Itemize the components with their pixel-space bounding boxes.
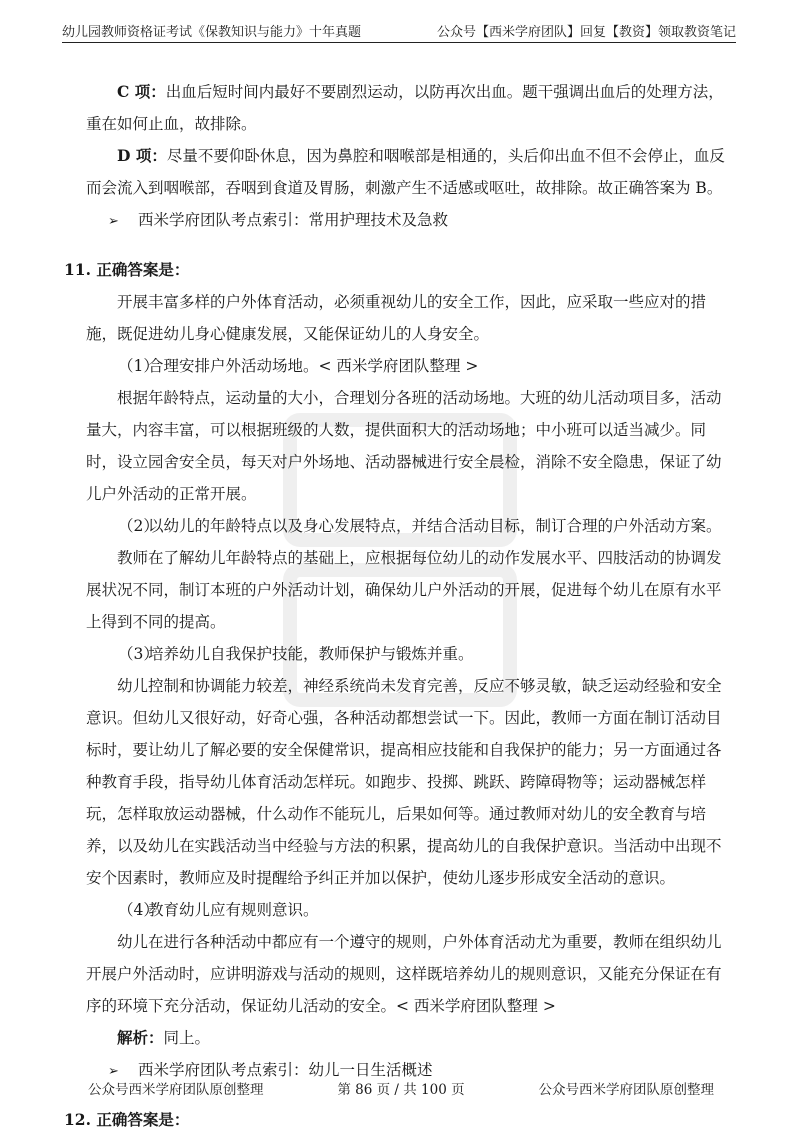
exam-point-text-1: 西米学府团队考点索引：常用护理技术及急救 xyxy=(138,211,449,229)
arrow-bullet-icon: ➢ xyxy=(108,1064,119,1079)
footer-left-text: 公众号西米学府团队原创整理 xyxy=(88,1082,264,1098)
exam-point-text-2: 西米学府团队考点索引：幼儿一日生活概述 xyxy=(138,1061,433,1079)
footer-right-text: 公众号西米学府团队原创整理 xyxy=(538,1082,714,1098)
list-marker-2: （2） xyxy=(118,517,159,535)
page-footer xyxy=(88,1078,714,1098)
header-divider xyxy=(62,42,736,43)
paragraph-venue: 根据年龄特点，运动量的大小，合理划分各班的活动场地。大班的幼儿活动项目多，活动量大，内容丰富，可以根据班级的人数，提供面积大的活动场地；中小班可以适当减少。同时，设立园舍安全员，每天对户外场地、活动器械进行安全晨检，消除不安全隐患，保证了幼儿户外活动的正常开展。 xyxy=(86,389,722,503)
list-marker-1: （1） xyxy=(118,357,159,375)
analysis-text: 同上。 xyxy=(163,1029,211,1047)
question-11-heading: 11. 正确答案是： xyxy=(64,260,190,279)
document-body xyxy=(64,76,730,1136)
page-header xyxy=(62,18,736,40)
paragraph-option-c xyxy=(86,76,730,140)
option-c-text: 出血后短时间内最好不要剧烈运动，以防再次出血。题干强调出血后的处理方法，重在如何止血，故排除。 xyxy=(86,83,724,133)
list-marker-4: （4） xyxy=(118,901,159,919)
list-item-2 xyxy=(86,510,730,542)
list-item-3 xyxy=(86,638,730,670)
list-item-4 xyxy=(86,894,730,926)
list-text-1: 合理安排户外活动场地。< 西米学府团队整理 > xyxy=(148,357,479,375)
header-left-text: 幼儿园教师资格证考试《保教知识与能力》十年真题 xyxy=(62,25,362,40)
option-d-text: 尽量不要仰卧休息，因为鼻腔和咽喉部是相通的，头后仰出血不但不会停止，血反而会流入到咽喉部，吞咽到食道及胃肠，刺激产生不适感或呕吐，故排除。故正确答案为 B。 xyxy=(86,147,725,197)
header-right-text: 公众号【西米学府团队】回复【教资】领取教资笔记 xyxy=(436,25,736,40)
paragraph-option-d xyxy=(86,140,730,204)
paragraph-intro: 开展丰富多样的户外体育活动，必须重视幼儿的安全工作，因此，应采取一些应对的措施，既促进幼儿身心健康发展，又能保证幼儿的人身安全。 xyxy=(86,293,707,343)
exam-point-index-1 xyxy=(86,204,730,238)
analysis-line xyxy=(86,1022,730,1054)
list-text-4: 教育幼儿应有规则意识。 xyxy=(148,901,319,919)
paragraph-rules: 幼儿在进行各种活动中都应有一个遵守的规则，户外体育活动尤为重要，教师在组织幼儿开展户外活动时，应讲明游戏与活动的规则，这样既培养幼儿的规则意识，又能充分保证在有序的环境下充分活动，保证幼儿活动的安全。< 西米学府团队整理 > xyxy=(86,933,722,1015)
question-12-heading: 12. 正确答案是： xyxy=(64,1110,190,1129)
paragraph-plan: 教师在了解幼儿年龄特点的基础上，应根据每位幼儿的动作发展水平、四肢活动的协调发展状况不同，制订本班的户外活动计划，确保幼儿户外活动的开展，促进每个幼儿在原有水平上得到不同的提高。 xyxy=(86,549,722,631)
list-text-3: 培养幼儿自我保护技能，教师保护与锻炼并重。 xyxy=(148,645,474,663)
list-text-2: 以幼儿的年龄特点以及身心发展特点，并结合活动目标，制订合理的户外活动方案。 xyxy=(148,517,722,535)
arrow-bullet-icon: ➢ xyxy=(108,214,119,229)
analysis-label: 解析： xyxy=(117,1028,164,1047)
list-marker-3: （3） xyxy=(118,645,159,663)
paragraph-self-protection: 幼儿控制和协调能力较差，神经系统尚未发育完善，反应不够灵敏，缺乏运动经验和安全意识。但幼儿又很好动，好奇心强，各种活动都想尝试一下。因此，教师一方面在制订活动目标时，要让幼儿了解必要的安全保健常识，提高相应技能和自我保护的能力；另一方面通过各种教育手段，指导幼儿体育活动怎样玩。如跑步、投掷、跳跃、跨障碍物等；运动器械怎样玩，怎样取放运动器械，什么动作不能玩儿，后果如何等。通过教师对幼儿的安全教育与培养，以及幼儿在实践活动当中经验与方法的积累，提高幼儿的自我保护意识。当活动中出现不安个因素时，教师应及时提醒给予纠正并加以保护，使幼儿逐步形成安全活动的意识。 xyxy=(86,677,722,887)
page-number: 第 86 页 / 共 100 页 xyxy=(337,1082,465,1098)
option-c-label: C 项： xyxy=(117,82,166,101)
option-d-label: D 项： xyxy=(117,146,167,165)
list-item-1 xyxy=(86,350,730,382)
